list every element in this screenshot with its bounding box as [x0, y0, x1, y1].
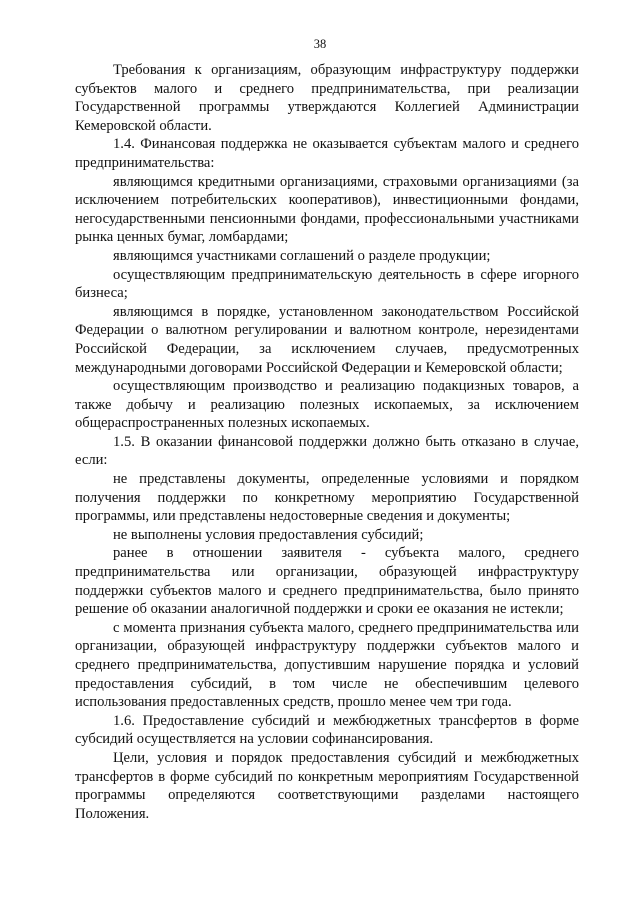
- paragraph-1-4-heading: 1.4. Финансовая поддержка не оказывается субъектам малого и среднего предпринимательства:: [75, 136, 579, 171]
- paragraph-conditions-not-met: не выполнены условия предоставления субсидий;: [113, 526, 424, 543]
- paragraph-excise-goods: осуществляющим производство и реализацию подакцизных товаров, а также добычу и реализацию полезных ископаемых, за исключением общераспространенных полезных ископаемых.: [75, 378, 579, 432]
- paragraph-credit-organizations: являющимся кредитными организациями, страховыми организациями (за исключением потребительских кооперативов), инвестиционными фондами, негосударственными пенсионными фондами, профессиональными участниками рынка ценных бумаг, ломбардами;: [75, 173, 579, 246]
- paragraph-1-6-cofinancing: 1.6. Предоставление субсидий и межбюджетных трансфертов в форме субсидий осуществляется на условии софинансирования.: [75, 712, 579, 748]
- paragraph-production-sharing: являющимся участниками соглашений о разделе продукции;: [113, 247, 491, 264]
- document-body: [75, 61, 579, 823]
- paragraph-previous-support: ранее в отношении заявителя - субъекта малого, среднего предпринимательства или организации, образующей инфраструктуру поддержки субъектов малого и среднего предпринимательства, было принято решение об оказании аналогичной поддержки и сроки ее оказания не истекли;: [75, 545, 579, 618]
- paragraph-gambling-business: осуществляющим предпринимательскую деятельность в сфере игорного бизнеса;: [75, 266, 579, 302]
- paragraph-documents-not-submitted: не представлены документы, определенные условиями и порядком получения поддержки по конкретному мероприятию Государственной программы, или представлены недостоверные сведения и документы;: [75, 471, 579, 525]
- paragraph-1-5-heading: 1.5. В оказании финансовой поддержки должно быть отказано в случае, если:: [75, 433, 579, 469]
- paragraph-goals-and-procedure: Цели, условия и порядок предоставления субсидий и межбюджетных трансфертов в форме субсидий по конкретным мероприятиям Государственной программы определяются соответствующими разделами настоящего Положения.: [75, 749, 579, 822]
- paragraph-non-residents: являющимся в порядке, установленном законодательством Российской Федерации о валютном регулировании и валютном контроле, нерезидентами Российской Федерации, за исключением случаев, предусмотренных международными договорами Российской Федерации и Кемеровской области;: [75, 303, 579, 376]
- paragraph-infrastructure-requirements: Требования к организациям, образующим инфраструктуру поддержки субъектов малого и среднего предпринимательства, при реализации Государственной программы утверждаются Коллегией Администрации Кемеровской области.: [75, 62, 579, 134]
- paragraph-violation-period: с момента признания субъекта малого, среднего предпринимательства или организации, образующей инфраструктуру поддержки субъектов малого и среднего предпринимательства, допустившим нарушение порядка и условий предоставления субсидий, в том числе не обеспечившим целевого использования предоставленных средств, прошло менее чем три года.: [75, 619, 579, 711]
- page-number: 38: [313, 37, 327, 51]
